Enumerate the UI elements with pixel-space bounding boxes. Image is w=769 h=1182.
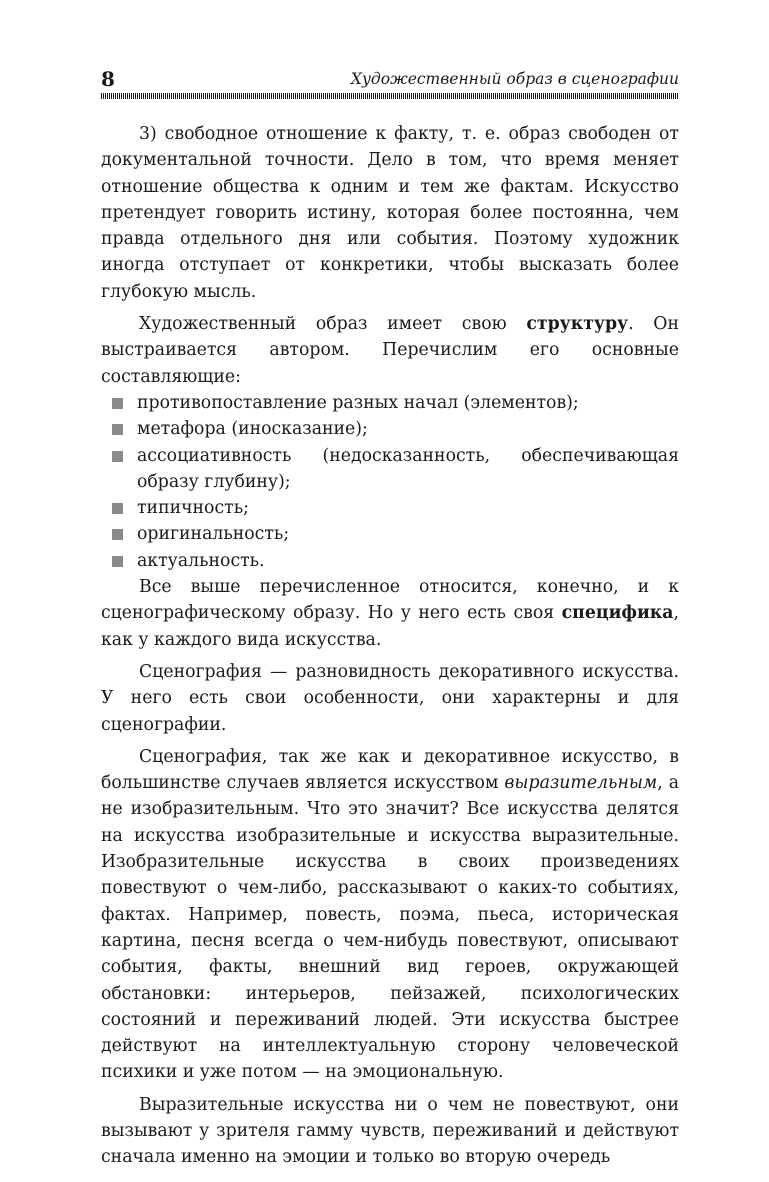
term-structure: структуру [526,314,629,335]
list-item-text: ассоциативность (недосказанность, обеспечивающая образу глубину); [137,445,679,492]
paragraph-2-text-b: . Он выстраивается автором. Перечислим его основные составляющие: [101,314,679,387]
list-item-text: противопоставление разных начал (элементов); [137,392,579,413]
page-number: 8 [101,67,115,91]
paragraph-5-text-a: Сценография, так же как и декоративное искусство, в большинстве случаев является искусством [101,746,679,794]
running-title: Художественный образ в сценографии [350,70,679,88]
square-bullet-icon [112,424,123,435]
body-text [101,121,679,1171]
paragraph-2 [101,311,679,390]
list-item [101,495,679,521]
list-item-text: типичность; [137,498,249,519]
term-specifics: специфика [561,603,674,624]
square-bullet-icon [112,398,123,409]
paragraph-3 [101,574,679,653]
term-expressive: выразительным [504,773,658,794]
paragraph-4: Сценография — разновидность декоративного искусства. У него есть свои особенности, они характерны и для сценографии. [101,661,679,735]
list-item [101,548,679,574]
paragraph-1: 3) свободное отношение к факту, т. е. образ свободен от документальной точности. Дело в том, что время меняет отношение общества к одним и тем же фактам. Искусство претендует говорить истину, которая более постоянна, чем правда отдельного дня или события. Поэтому художник иногда отступает от конкретики, чтобы высказать более глубокую мысль. [101,124,679,302]
list-item-text: оригинальность; [137,524,290,545]
paragraph-2-text-a: Художественный образ имеет свою [139,314,527,335]
paragraph-5 [101,744,679,1086]
paragraph-5-text-b: , а не изобразительным. Что это значит? Все искусства делятся на искусства изобразительные и искусства выразительные. Изобразительные искусства в своих произведениях повествуют о чем-либо, рассказывают о каких-то событиях, фактах. Например, повесть, поэма, пьеса, историческая картина, песня всегда о чем-нибудь повествуют, описывают события, факты, внешний вид героев, окружающей обстановки: интерьеров, пейзажей, психологических состояний и переживаний людей. Эти искусства быстрее действуют на интеллектуальную сторону человеческой психики и уже потом — на эмоциональную. [101,773,680,1083]
list-item [101,443,679,496]
list-item-text: актуальность. [137,550,265,571]
list-item [101,521,679,547]
paragraph-6: Выразительные искусства ни о чем не повествуют, они вызывают у зрителя гамму чувств, переживаний и действуют сначала именно на эмоции и только во вторую очередь [101,1094,679,1168]
square-bullet-icon [112,503,123,514]
square-bullet-icon [112,529,123,540]
list-item [101,416,679,442]
components-list [101,390,679,574]
list-item-text: метафора (иносказание); [137,419,368,440]
header-rule [101,93,679,99]
paragraph-3-text-a: Все выше перечисленное относится, конечно, и к сценографическому образу. Но у него есть своя [101,577,679,624]
paragraph-3-text-b: , как у каждого вида искусства. [101,603,679,650]
page-header [101,67,679,91]
square-bullet-icon [112,556,123,567]
list-item [101,390,679,416]
square-bullet-icon [112,451,123,462]
